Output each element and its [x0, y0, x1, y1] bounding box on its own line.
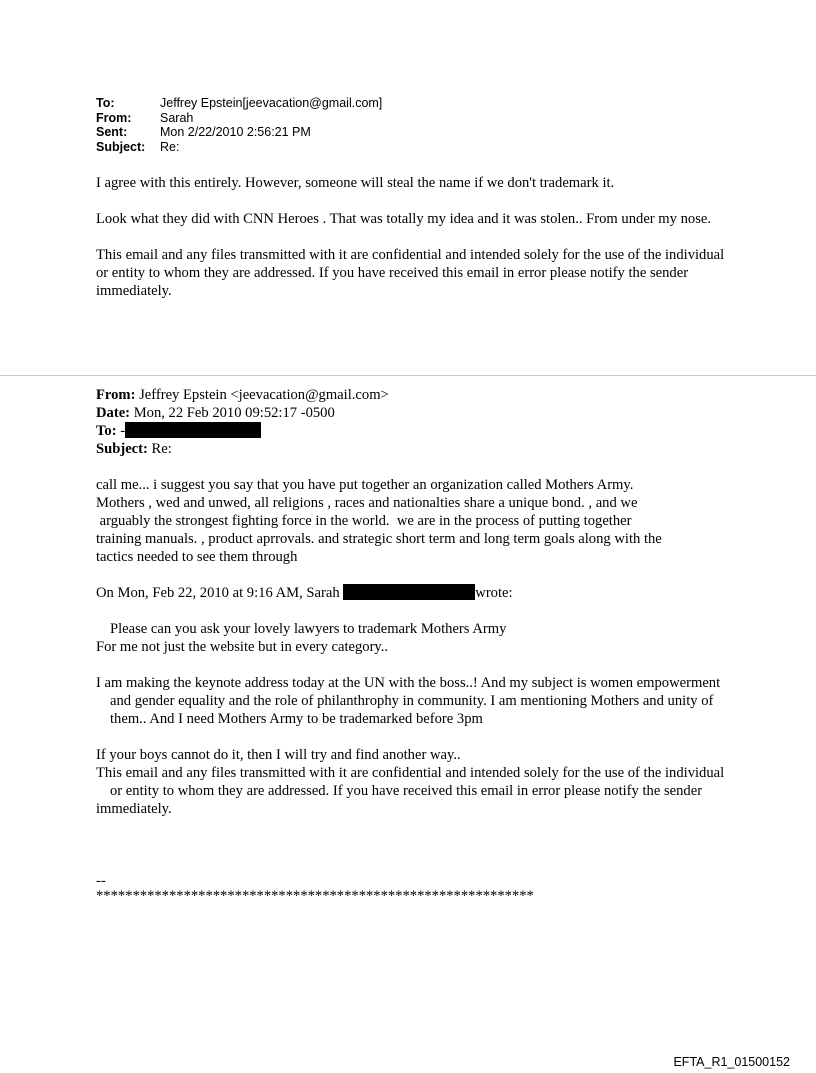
header-to-row: [96, 96, 382, 111]
redaction-box: [125, 422, 261, 438]
divider: [0, 375, 816, 376]
email-header: [96, 96, 382, 154]
quoted-subject-row: [96, 440, 756, 458]
header-from-row: [96, 111, 382, 126]
quoted-body-line: call me... i suggest you say that you have put together an organization called Mothers Army.: [96, 477, 634, 493]
reply-disclaimer-end: immediately.: [96, 283, 172, 299]
quoted-subject-label: Subject:: [96, 441, 148, 457]
quoted-body: [96, 476, 756, 566]
quoted-disclaimer: This email and any files transmitted with it are confidential and intended solely for the use of the individual or entity to whom they are addressed. If you have received this email in error please notify the sender: [96, 765, 725, 799]
quoted-date-label: Date:: [96, 405, 131, 421]
quoted-to-row: [96, 422, 756, 440]
quoted-body-line: tactics needed to see them through: [96, 549, 298, 565]
on-wrote-suffix: wrote:: [475, 585, 513, 601]
subject-value: Re:: [160, 139, 180, 154]
quoted-from-row: [96, 386, 756, 404]
to-value: Jeffrey Epstein[jeevacation@gmail.com]: [160, 96, 383, 110]
quoted-date-value: Mon, 22 Feb 2010 09:52:17 -0500: [130, 405, 335, 421]
quoted-from-label: From:: [96, 387, 136, 403]
quoted-to-label: To:: [96, 423, 117, 439]
from-label: From:: [96, 110, 132, 125]
quoted-disclaimer-end: immediately.: [96, 801, 172, 817]
reply-disclaimer: [96, 246, 736, 300]
sent-value: Mon 2/22/2010 2:56:21 PM: [160, 125, 311, 139]
quote-line: For me not just the website but in every category..: [96, 639, 389, 655]
signature-stars: ************************************************************: [96, 888, 534, 904]
sent-label: Sent:: [96, 125, 128, 139]
from-value: Sarah: [160, 110, 194, 125]
reply-paragraph-2: Look what they did with CNN Heroes . That was totally my idea and it was stolen.. From under my nose.: [96, 211, 712, 227]
header-sent-row: [96, 125, 382, 140]
quote-paragraph-3: If your boys cannot do it, then I will try and find another way..: [96, 747, 461, 763]
quoted-body-line: training manuals. , product aprrovals. and strategic short term and long term goals along with the: [96, 531, 662, 547]
reply-paragraph-1: I agree with this entirely. However, someone will steal the name if we don't trademark it.: [96, 175, 615, 191]
quote-line: Please can you ask your lovely lawyers to trademark Mothers Army: [110, 621, 507, 637]
quoted-body-line: Mothers , wed and unwed, all religions , races and nationalties share a unique bond. , and we: [96, 495, 638, 511]
quoted-message: [96, 386, 756, 902]
quoted-body-line: arguably the strongest fighting force in the world. we are in the process of putting together: [96, 513, 632, 529]
on-wrote-line: [96, 584, 756, 602]
document-id: EFTA_R1_01500152: [673, 1055, 790, 1069]
quoted-to-value: -: [116, 423, 126, 439]
quote-paragraph-2: I am making the keynote address today at the UN with the boss..! And my subject is women empowerment and gender equality and the role of philanthrophy in community. I am mentioning Mothers and unity of them.. And I need Mothers Army to be trademarked before 3pm: [96, 675, 721, 727]
subject-label: Subject:: [96, 139, 146, 154]
quoted-date-row: [96, 404, 756, 422]
to-label: To:: [96, 96, 115, 110]
signature-dash: --: [96, 873, 106, 889]
quoted-from-value: Jeffrey Epstein <jeevacation@gmail.com>: [135, 387, 389, 403]
quoted-subject-value: Re:: [147, 441, 172, 457]
reply-body: [96, 174, 736, 300]
redaction-box: [343, 584, 475, 600]
quote-paragraph-1: [96, 620, 756, 656]
reply-disclaimer-text: This email and any files transmitted with it are confidential and intended solely for the use of the individual or entity to whom they are addressed. If you have received this email in error please notify the sender: [96, 247, 725, 281]
on-wrote-prefix: On Mon, Feb 22, 2010 at 9:16 AM, Sarah: [96, 585, 344, 601]
header-subject-row: [96, 140, 382, 155]
